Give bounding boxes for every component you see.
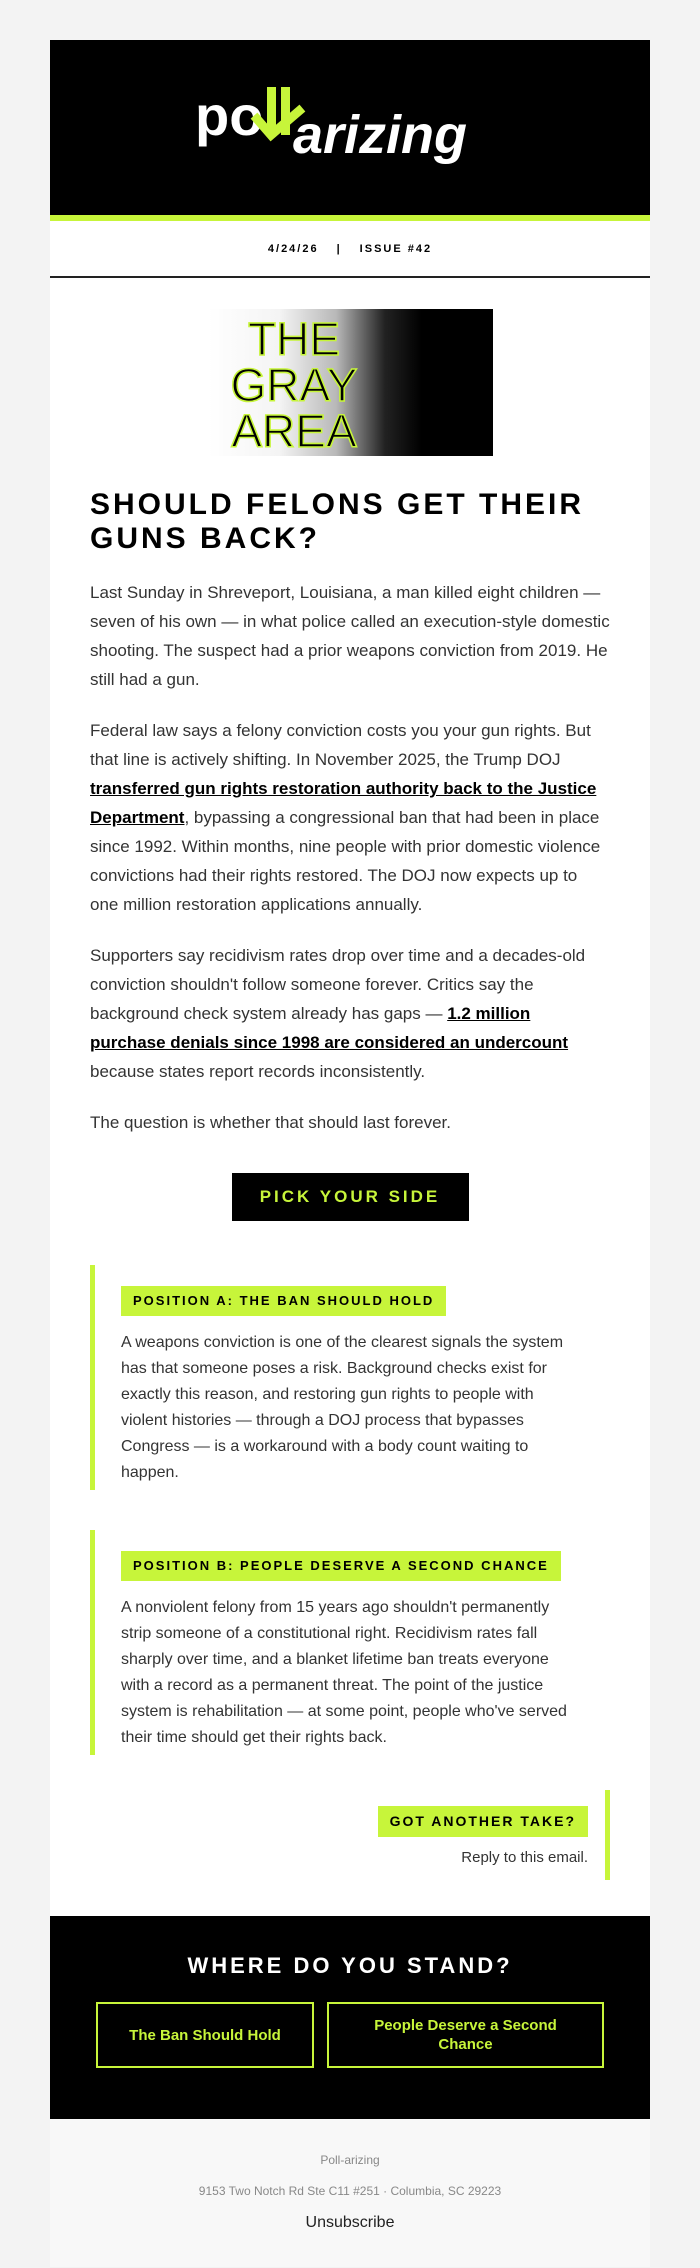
pick-your-side-button[interactable]: PICK YOUR SIDE — [232, 1173, 469, 1221]
logo-text-left: po — [195, 85, 264, 147]
paragraph-2-text-b: , bypassing a congressional ban that had been in place since 1992. Within months, nine people with prior domestic violence convictions had their rights restored. The DOJ now expects up to one million restoration applications annually. — [90, 808, 601, 914]
paragraph-2-text-a: Federal law says a felony conviction costs you your gun rights. But that line is actively shifting. In November 2025, the Trump DOJ — [90, 721, 591, 769]
gray-area-line-3: AREA — [230, 405, 357, 456]
pollarizing-logo — [195, 85, 505, 170]
vote-section — [50, 1916, 650, 2119]
paragraph-1: Last Sunday in Shreveport, Louisiana, a man killed eight children — seven of his own — in what police called an execution-style domestic shooting. The suspect had a prior weapons conviction from 2019. He still had a gun. — [90, 583, 610, 689]
logo-text-right: arizing — [293, 105, 468, 165]
paragraph-3-text-a: Supporters say recidivism rates drop over time and a decades-old conviction shouldn't follow someone forever. Critics say the background check system already has gaps — — [90, 946, 586, 1023]
article-title: SHOULD FELONS GET THEIR GUNS BACK? — [90, 488, 585, 555]
position-b — [90, 1530, 610, 1755]
email-container — [50, 40, 650, 2267]
another-take-label: GOT ANOTHER TAKE? — [378, 1806, 588, 1837]
position-b-label: POSITION B: PEOPLE DESERVE A SECOND CHANCE — [121, 1551, 561, 1581]
issue-number: ISSUE #42 — [359, 242, 433, 255]
gray-area-line-1: THE — [247, 313, 340, 365]
paragraph-4: The question is whether that should last forever. — [90, 1113, 451, 1132]
position-b-body: A nonviolent felony from 15 years ago shouldn't permanently strip someone of a constitutional right. Recidivism rates fall sharply over time, and a blanket lifetime ban treats everyone with a record as a permanent threat. The point of the justice system is rehabilitation — at some point, people who've served their time should get their rights back. — [121, 1599, 567, 1746]
article — [50, 488, 650, 1880]
vote-title: WHERE DO YOU STAND? — [187, 1953, 513, 1978]
doj-transfer-link[interactable]: transferred gun rights restoration authority back to the Justice Department — [90, 779, 597, 827]
issue-date: 4/24/26 — [267, 242, 319, 255]
paragraph-2 — [90, 716, 610, 919]
footer-brand: Poll-arizing — [320, 2153, 380, 2167]
unsubscribe-link[interactable]: Unsubscribe — [305, 2214, 395, 2231]
position-a-body: A weapons conviction is one of the clearest signals the system has that someone poses a risk. Background checks exist for exactly this reason, and restoring gun rights to people with violent histories — through a DOJ process that bypasses Congress — is a workaround with a body count waiting to happen. — [121, 1334, 564, 1481]
paragraph-3 — [90, 941, 610, 1086]
gray-area-graphic — [208, 309, 493, 456]
issue-bar — [50, 221, 650, 278]
masthead — [50, 40, 650, 215]
purchase-denials-link[interactable]: 1.2 million purchase denials since 1998 are considered an undercount — [90, 1004, 569, 1052]
another-take-sub: Reply to this email. — [461, 1849, 588, 1866]
position-a — [90, 1265, 610, 1490]
vote-ban-should-hold-button[interactable]: The Ban Should Hold — [96, 2002, 314, 2068]
issue-separator: | — [336, 242, 342, 255]
paragraph-3-text-b: because states report records inconsistently. — [90, 1062, 426, 1081]
another-take — [90, 1790, 610, 1880]
footer — [50, 2119, 650, 2267]
gray-area-line-2: GRAY — [230, 359, 357, 411]
position-a-label: POSITION A: THE BAN SHOULD HOLD — [121, 1286, 446, 1316]
footer-address: 9153 Two Notch Rd Ste C11 #251 · Columbia, SC 29223 — [198, 2184, 502, 2198]
vote-second-chance-button[interactable]: People Deserve a Second Chance — [327, 2002, 604, 2068]
